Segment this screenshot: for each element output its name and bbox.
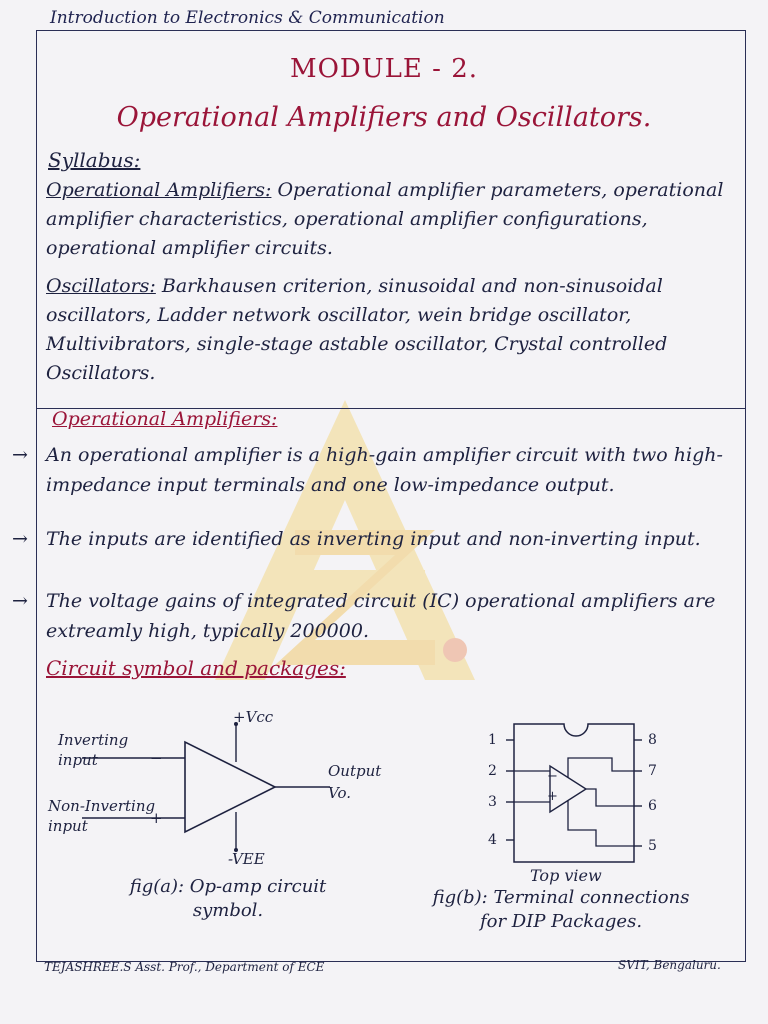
- caption-line: fig(b): Terminal connections: [432, 887, 690, 908]
- label-line: input: [48, 817, 88, 835]
- footer-institute: SVIT, Bengaluru.: [618, 958, 721, 972]
- vcc-label: +Vcc: [233, 708, 274, 726]
- arrow-icon: →: [12, 528, 28, 550]
- arrow-icon: →: [12, 590, 28, 612]
- pin-label: 4: [488, 832, 497, 848]
- pin-label: 1: [488, 732, 497, 748]
- opamp-triangle: [185, 742, 275, 832]
- bullet-item: [12, 440, 732, 500]
- dip-outline: [514, 724, 634, 862]
- page-subtitle: Operational Amplifiers and Oscillators.: [116, 102, 652, 133]
- bullet-text: An operational amplifier is a high-gain amplifier circuit with two high-impedance input terminals and one low-impedance output.: [46, 444, 723, 496]
- syllabus-heading: Syllabus:: [48, 148, 141, 172]
- label-line: Non-Inverting: [48, 797, 156, 815]
- dip-plus-sign: +: [547, 789, 558, 804]
- osc-lead: Oscillators:: [46, 275, 156, 297]
- inner-wire-7: [568, 758, 634, 778]
- bullet-item: [12, 586, 732, 646]
- pin-label: 8: [648, 732, 657, 748]
- circuit-heading: Circuit symbol and packages:: [46, 656, 346, 680]
- caption-line: symbol.: [192, 900, 264, 921]
- label-line: Vo.: [328, 784, 351, 802]
- pin-label: 5: [648, 838, 657, 854]
- fig-b-caption: [406, 886, 716, 934]
- opamp-section-heading: Operational Amplifiers:: [52, 408, 278, 430]
- inner-wire-4: [568, 800, 634, 846]
- pin-label: 7: [648, 763, 657, 779]
- output-label: [328, 760, 381, 804]
- non-inverting-input-label: [48, 796, 155, 836]
- header-title: Introduction to Electronics & Communication: [50, 8, 445, 28]
- caption-line: fig(a): Op-amp circuit: [129, 876, 327, 897]
- bullet-text: The voltage gains of integrated circuit (IC) operational amplifiers are extreamly high, typically 200000.: [46, 590, 716, 642]
- inner-wire-6: [586, 789, 634, 806]
- pin-label: 6: [648, 798, 657, 814]
- caption-line: for DIP Packages.: [479, 911, 643, 932]
- opamp-text: Operational amplifier parameters, operational amplifier characteristics, operational amplifier configurations, operational amplifier circuits.: [46, 179, 724, 259]
- label-line: Output: [328, 762, 382, 780]
- opamp-lead: Operational Amplifiers:: [46, 179, 272, 201]
- dip-package-diagram: [496, 718, 666, 868]
- plus-sign: +: [150, 809, 163, 827]
- top-view-label: Top view: [530, 866, 602, 885]
- footer-author: TEJASHREE.S Asst. Prof., Department of ECE: [44, 960, 325, 974]
- pin-label: 2: [488, 763, 497, 779]
- syllabus-oscillators: [46, 272, 736, 388]
- vee-label: -VEE: [228, 850, 265, 868]
- label-line: Inverting: [58, 731, 129, 749]
- module-title: MODULE - 2.: [289, 54, 479, 84]
- bullet-text: The inputs are identified as inverting input and non-inverting input.: [46, 528, 701, 550]
- dip-minus-sign: −: [547, 769, 558, 784]
- osc-text: Barkhausen criterion, sinusoidal and non-sinusoidal oscillators, Ladder network oscillator, wein bridge oscillator, Multivibrators, single-stage astable oscillator, Crystal controlled Oscillators.: [46, 275, 668, 384]
- fig-a-caption: [108, 875, 348, 923]
- bullet-item: [12, 524, 732, 554]
- inverting-input-label: [58, 730, 128, 770]
- minus-sign: −: [150, 749, 163, 767]
- pin-label: 3: [488, 794, 497, 810]
- syllabus-opamp: [46, 176, 736, 263]
- label-line: input: [58, 751, 98, 769]
- arrow-icon: →: [12, 444, 28, 466]
